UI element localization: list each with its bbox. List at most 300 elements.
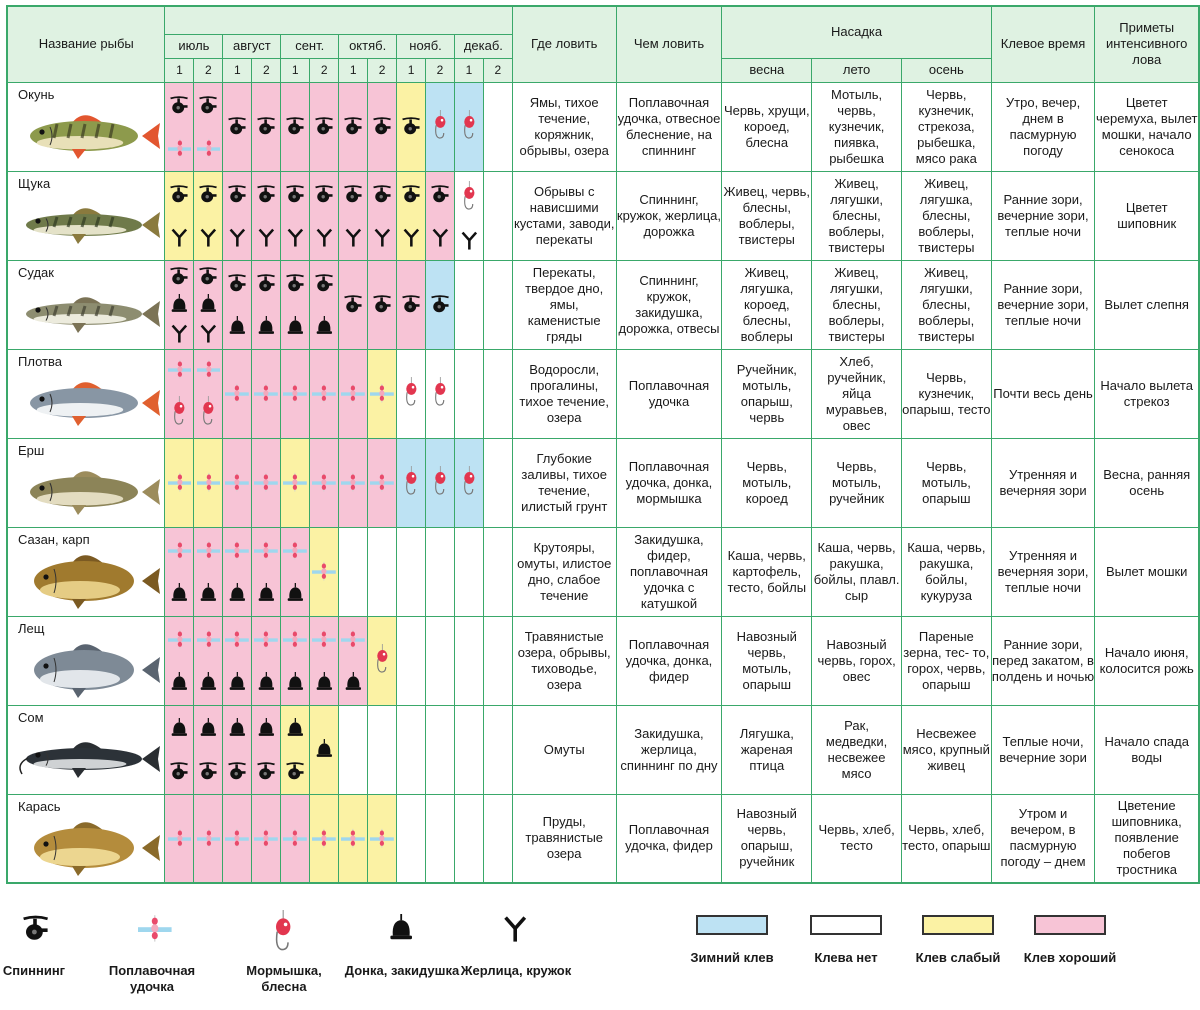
spinning-reel-icon bbox=[226, 116, 248, 136]
bite-cell-weak bbox=[281, 705, 310, 794]
month-half-header: 2 bbox=[194, 58, 223, 82]
bite-cell-good bbox=[252, 260, 281, 349]
bite-cell-good bbox=[310, 171, 339, 260]
bottom-rig-icon bbox=[199, 294, 218, 314]
float-rod-icon bbox=[254, 540, 278, 560]
bite-cell-good bbox=[223, 794, 252, 883]
zherlitsa-icon bbox=[315, 227, 334, 247]
bite-cell-good bbox=[310, 260, 339, 349]
spinning-reel-icon bbox=[400, 294, 422, 314]
fish-spring: Живец, червь, блесны, воблеры, твистеры bbox=[722, 171, 812, 260]
bite-cell-good bbox=[194, 349, 223, 438]
month-header: октяб. bbox=[339, 34, 397, 58]
fish-bite-time: Ранние зори, вечерние зори, теплые ночи bbox=[991, 260, 1095, 349]
bite-cell-winter bbox=[426, 260, 455, 349]
bite-cell-none bbox=[483, 438, 512, 527]
spinning-reel-icon bbox=[226, 273, 248, 293]
fish-row bbox=[7, 616, 1199, 705]
bite-cell-weak bbox=[310, 527, 339, 616]
bite-cell-none bbox=[454, 616, 483, 705]
header-months-spacer bbox=[165, 6, 512, 34]
header-where: Где ловить bbox=[512, 6, 616, 82]
float-rod-icon bbox=[341, 383, 365, 403]
float-rod-icon bbox=[168, 472, 192, 492]
fish-how: Поплавочная удочка bbox=[616, 349, 722, 438]
bite-cell-winter bbox=[426, 438, 455, 527]
bite-cell-winter bbox=[397, 438, 426, 527]
fish-spring: Червь, мотыль, короед bbox=[722, 438, 812, 527]
bite-cell-good bbox=[397, 260, 426, 349]
fish-illustration bbox=[12, 461, 162, 523]
bottom-rig-icon bbox=[170, 583, 189, 603]
month-header: нояб. bbox=[397, 34, 455, 58]
bite-cell-good bbox=[252, 349, 281, 438]
bite-cell-none bbox=[339, 705, 368, 794]
bite-cell-good bbox=[339, 82, 368, 171]
bite-cell-good bbox=[194, 794, 223, 883]
fish-spring: Лягушка, жареная птица bbox=[722, 705, 812, 794]
bite-cell-none bbox=[426, 616, 455, 705]
float-rod-icon bbox=[370, 828, 394, 848]
legend-swatch-winter bbox=[696, 915, 768, 935]
bite-cell-good bbox=[252, 616, 281, 705]
month-header: июль bbox=[165, 34, 223, 58]
float-rod-icon bbox=[254, 629, 278, 649]
fish-bite-time: Утренняя и вечерняя зори bbox=[991, 438, 1095, 527]
fish-cell bbox=[7, 349, 165, 438]
fish-how: Спиннинг, кружок, закидушка, дорожка, отвесы bbox=[616, 260, 722, 349]
bite-cell-good bbox=[339, 616, 368, 705]
bite-cell-good bbox=[252, 171, 281, 260]
bite-cell-none bbox=[483, 260, 512, 349]
fish-cell bbox=[7, 794, 165, 883]
fish-signs: Вылет слепня bbox=[1095, 260, 1199, 349]
zherlitsa-icon bbox=[373, 227, 392, 247]
fish-illustration bbox=[12, 728, 162, 790]
bite-cell-weak bbox=[194, 438, 223, 527]
bite-cell-good bbox=[281, 616, 310, 705]
fish-signs: Начало спада воды bbox=[1095, 705, 1199, 794]
bite-cell-good bbox=[194, 527, 223, 616]
month-header: декаб. bbox=[454, 34, 512, 58]
bottom-rig-icon bbox=[228, 672, 247, 692]
fish-how: Закидушка, фидер, поплавочная удочка с катушкой bbox=[616, 527, 722, 616]
bite-cell-good bbox=[310, 616, 339, 705]
spinning-reel-icon bbox=[400, 116, 422, 136]
float-rod-icon bbox=[168, 359, 192, 379]
zherlitsa-icon bbox=[344, 227, 363, 247]
spinning-reel-icon bbox=[284, 761, 306, 781]
month-half-header: 2 bbox=[252, 58, 281, 82]
bite-cell-good bbox=[194, 260, 223, 349]
bite-cell-none bbox=[483, 616, 512, 705]
float-rod-icon bbox=[225, 472, 249, 492]
fish-name: Сом bbox=[18, 709, 44, 725]
bottom-rig-icon bbox=[315, 316, 334, 336]
fish-autumn: Каша, червь, ракушка, бойлы, кукуруза bbox=[901, 527, 991, 616]
fish-summer: Живец, лягушки, блесны, воблеры, твистеры bbox=[812, 260, 902, 349]
zherlitsa-icon bbox=[286, 227, 305, 247]
fish-summer: Навозный червь, горох, овес bbox=[812, 616, 902, 705]
fish-name: Сазан, карп bbox=[18, 531, 90, 547]
legend-swatch-good bbox=[1034, 915, 1106, 935]
fish-spring: Навозный червь, опарыш, ручейник bbox=[722, 794, 812, 883]
fish-illustration bbox=[12, 817, 162, 879]
float-rod-icon bbox=[225, 540, 249, 560]
bite-cell-none bbox=[426, 705, 455, 794]
fish-signs: Начало вылета стрекоз bbox=[1095, 349, 1199, 438]
spinning-reel-icon bbox=[197, 266, 219, 286]
bite-cell-good bbox=[165, 82, 194, 171]
bottom-rig-icon bbox=[257, 316, 276, 336]
season-header: лето bbox=[812, 58, 902, 82]
month-half-header: 1 bbox=[281, 58, 310, 82]
float-rod-icon bbox=[225, 629, 249, 649]
bottom-rig-icon bbox=[170, 718, 189, 738]
month-half-header: 2 bbox=[310, 58, 339, 82]
fish-summer: Хлеб, ручейник, яйца муравьев, овес bbox=[812, 349, 902, 438]
fish-illustration bbox=[12, 194, 162, 256]
float-rod-icon bbox=[197, 472, 221, 492]
fish-bite-time: Почти весь день bbox=[991, 349, 1095, 438]
legend-tool-label: Мормышка, блесна bbox=[246, 963, 322, 994]
float-rod-icon bbox=[312, 472, 336, 492]
fish-name: Ерш bbox=[18, 442, 45, 458]
spinning-reel-icon bbox=[226, 184, 248, 204]
bite-cell-good bbox=[281, 527, 310, 616]
float-rod-icon bbox=[370, 472, 394, 492]
fish-signs: Весна, ранняя осень bbox=[1095, 438, 1199, 527]
fish-name: Окунь bbox=[18, 86, 55, 102]
bottom-rig-icon bbox=[257, 718, 276, 738]
spinning-reel-icon bbox=[284, 273, 306, 293]
spinning-reel-icon bbox=[371, 116, 393, 136]
bite-cell-none bbox=[339, 527, 368, 616]
bite-cell-good bbox=[165, 349, 194, 438]
float-rod-icon bbox=[168, 828, 192, 848]
jig-lure-icon bbox=[460, 110, 479, 142]
bite-cell-weak bbox=[368, 349, 397, 438]
fish-name: Лещ bbox=[18, 620, 45, 636]
bite-cell-weak bbox=[368, 616, 397, 705]
float-rod-icon bbox=[283, 540, 307, 560]
fish-row bbox=[7, 171, 1199, 260]
season-header: осень bbox=[901, 58, 991, 82]
fish-row bbox=[7, 438, 1199, 527]
header-bait: Насадка bbox=[722, 6, 991, 58]
fish-cell bbox=[7, 616, 165, 705]
bite-cell-good bbox=[426, 171, 455, 260]
bite-cell-none bbox=[397, 794, 426, 883]
bite-cell-good bbox=[194, 616, 223, 705]
fish-bite-time: Утром и вечером, в пасмурную погоду – днем bbox=[991, 794, 1095, 883]
float-rod-icon bbox=[283, 629, 307, 649]
fish-spring: Живец, лягушка, короед, блесны, воблеры bbox=[722, 260, 812, 349]
bite-cell-none bbox=[483, 705, 512, 794]
bite-cell-good bbox=[281, 349, 310, 438]
jig-lure-icon bbox=[431, 377, 450, 409]
zherlitsa-icon bbox=[199, 227, 218, 247]
jig-lure-icon bbox=[431, 466, 450, 498]
bite-cell-good bbox=[252, 527, 281, 616]
bite-cell-good bbox=[368, 82, 397, 171]
spinning-reel-icon bbox=[226, 761, 248, 781]
spinning-reel-icon bbox=[400, 184, 422, 204]
float-rod-icon bbox=[168, 540, 192, 560]
bite-cell-good bbox=[165, 705, 194, 794]
fish-name: Плотва bbox=[18, 353, 62, 369]
bite-cell-good bbox=[368, 438, 397, 527]
fish-illustration bbox=[12, 283, 162, 345]
spinning-reel-icon bbox=[371, 184, 393, 204]
bite-cell-none bbox=[397, 527, 426, 616]
bottom-rig-icon bbox=[286, 672, 305, 692]
fish-illustration bbox=[12, 105, 162, 167]
spinning-reel-icon bbox=[168, 761, 190, 781]
spinning-reel-icon bbox=[168, 266, 190, 286]
spinning-reel-icon bbox=[284, 116, 306, 136]
month-half-header: 1 bbox=[339, 58, 368, 82]
header-signs: Приметы интенсивного лова bbox=[1095, 6, 1199, 82]
fish-how: Поплавочная удочка, донка, фидер bbox=[616, 616, 722, 705]
bottom-rig-icon bbox=[257, 583, 276, 603]
fish-where: Водоросли, прогалины, тихое течение, озера bbox=[512, 349, 616, 438]
fish-summer: Червь, хлеб, тесто bbox=[812, 794, 902, 883]
legend-swatch-none bbox=[810, 915, 882, 935]
bite-cell-none bbox=[483, 794, 512, 883]
fish-autumn: Живец, лягушки, блесны, воблеры, твистеры bbox=[901, 260, 991, 349]
bite-cell-good bbox=[194, 82, 223, 171]
bite-cell-good bbox=[339, 438, 368, 527]
float-rod-icon bbox=[197, 828, 221, 848]
fish-where: Ямы, тихое течение, коряжник, обрывы, озера bbox=[512, 82, 616, 171]
bite-cell-weak bbox=[368, 794, 397, 883]
legend-tool-label: Спиннинг bbox=[2, 963, 66, 978]
fish-where: Омуты bbox=[512, 705, 616, 794]
month-half-header: 1 bbox=[397, 58, 426, 82]
fish-illustration bbox=[12, 550, 162, 612]
bite-cell-good bbox=[368, 171, 397, 260]
float-rod-icon bbox=[254, 383, 278, 403]
bite-cell-good bbox=[368, 260, 397, 349]
bite-cell-good bbox=[223, 349, 252, 438]
bottom-rig-icon bbox=[228, 583, 247, 603]
bite-cell-weak bbox=[339, 794, 368, 883]
legend-color-label: Клев хороший bbox=[1023, 950, 1117, 965]
bite-cell-good bbox=[223, 82, 252, 171]
spinning-reel-icon bbox=[255, 116, 277, 136]
bite-cell-none bbox=[368, 527, 397, 616]
fish-bite-time: Ранние зори, перед закатом, в полдень и ночью bbox=[991, 616, 1095, 705]
bottom-rig-icon bbox=[170, 672, 189, 692]
fish-spring: Каша, червь, картофель, тесто, бойлы bbox=[722, 527, 812, 616]
spinning-reel-icon bbox=[313, 184, 335, 204]
fish-where: Обрывы с нависшими кустами, заводи, перекаты bbox=[512, 171, 616, 260]
spinning-reel-icon bbox=[342, 294, 364, 314]
bite-cell-good bbox=[194, 705, 223, 794]
float-rod-icon bbox=[138, 914, 172, 943]
bottom-rig-icon bbox=[199, 718, 218, 738]
bite-cell-good bbox=[281, 82, 310, 171]
bottom-rig-icon bbox=[286, 583, 305, 603]
fish-row bbox=[7, 794, 1199, 883]
bite-cell-none bbox=[454, 260, 483, 349]
bite-cell-good bbox=[281, 171, 310, 260]
fish-row bbox=[7, 705, 1199, 794]
fish-how: Спиннинг, кружок, жерлица, дорожка bbox=[616, 171, 722, 260]
bite-cell-good bbox=[281, 260, 310, 349]
month-header: август bbox=[223, 34, 281, 58]
bite-cell-none bbox=[397, 705, 426, 794]
bottom-rig-icon bbox=[315, 672, 334, 692]
bite-cell-good bbox=[223, 260, 252, 349]
spinning-reel-icon bbox=[255, 184, 277, 204]
jig-lure-icon bbox=[199, 396, 218, 428]
bite-cell-good bbox=[165, 527, 194, 616]
bite-cell-good bbox=[339, 171, 368, 260]
float-rod-icon bbox=[168, 629, 192, 649]
fish-illustration bbox=[12, 639, 162, 701]
float-rod-icon bbox=[312, 629, 336, 649]
bite-cell-good bbox=[310, 82, 339, 171]
spinning-reel-icon bbox=[197, 761, 219, 781]
fish-autumn: Червь, кузнечик, опарыш, тесто bbox=[901, 349, 991, 438]
bite-cell-good bbox=[252, 794, 281, 883]
legend-tool-label: Поплавочная удочка bbox=[108, 963, 196, 994]
bite-cell-none bbox=[454, 794, 483, 883]
month-half-header: 2 bbox=[368, 58, 397, 82]
fish-how: Поплавочная удочка, фидер bbox=[616, 794, 722, 883]
bottom-rig-icon bbox=[199, 583, 218, 603]
bite-cell-none bbox=[454, 705, 483, 794]
bite-cell-good bbox=[281, 794, 310, 883]
fish-summer: Живец, лягушки, блесны, воблеры, твистеры bbox=[812, 171, 902, 260]
fish-summer: Мотыль, червь, кузнечик, пиявка, рыбешка bbox=[812, 82, 902, 171]
float-rod-icon bbox=[197, 359, 221, 379]
fish-signs: Цветет шиповник bbox=[1095, 171, 1199, 260]
fish-name: Щука bbox=[18, 175, 51, 191]
bite-cell-weak bbox=[165, 438, 194, 527]
spinning-reel-icon bbox=[284, 184, 306, 204]
fish-name: Судак bbox=[18, 264, 54, 280]
legend-tool-label: Донка, закидушка bbox=[344, 963, 460, 978]
spinning-reel-icon bbox=[429, 294, 451, 314]
fish-spring: Навозный червь, мотыль, опарыш bbox=[722, 616, 812, 705]
fish-signs: Вылет мошки bbox=[1095, 527, 1199, 616]
spinning-reel-icon bbox=[255, 761, 277, 781]
fish-bite-time: Ранние зори, вечерние зори, теплые ночи bbox=[991, 171, 1095, 260]
bottom-rig-icon bbox=[170, 294, 189, 314]
jig-lure-icon bbox=[402, 377, 421, 409]
fish-cell bbox=[7, 705, 165, 794]
spinning-reel-icon bbox=[342, 116, 364, 136]
fish-autumn: Несвежее мясо, крупный живец bbox=[901, 705, 991, 794]
bottom-rig-icon bbox=[315, 739, 334, 759]
bite-cell-good bbox=[310, 349, 339, 438]
float-rod-icon bbox=[341, 629, 365, 649]
fish-how: Закидушка, жерлица, спиннинг по дну bbox=[616, 705, 722, 794]
bite-cell-weak bbox=[165, 171, 194, 260]
float-rod-icon bbox=[370, 383, 394, 403]
bite-cell-good bbox=[223, 616, 252, 705]
month-half-header: 1 bbox=[454, 58, 483, 82]
fish-signs: Начало июня, колосится рожь bbox=[1095, 616, 1199, 705]
bite-cell-winter bbox=[454, 438, 483, 527]
legend-color-label: Клева нет bbox=[814, 950, 878, 965]
bite-cell-none bbox=[454, 527, 483, 616]
fish-autumn: Червь, хлеб, тесто, опарыш bbox=[901, 794, 991, 883]
bite-cell-weak bbox=[194, 171, 223, 260]
spinning-reel-icon bbox=[255, 273, 277, 293]
fish-autumn: Пареные зерна, тес- то, горох, червь, опарыш bbox=[901, 616, 991, 705]
fish-cell bbox=[7, 171, 165, 260]
fish-name: Карась bbox=[18, 798, 61, 814]
bite-cell-good bbox=[165, 260, 194, 349]
month-header: сент. bbox=[281, 34, 339, 58]
float-rod-icon bbox=[168, 138, 192, 158]
bite-cell-none bbox=[454, 171, 483, 260]
fish-autumn: Живец, лягушка, блесны, воблеры, твистеры bbox=[901, 171, 991, 260]
spinning-reel-icon bbox=[20, 914, 51, 943]
jig-lure-icon bbox=[170, 396, 189, 428]
bite-cell-good bbox=[165, 794, 194, 883]
bite-cell-good bbox=[223, 171, 252, 260]
fish-row bbox=[7, 82, 1199, 171]
float-rod-icon bbox=[225, 383, 249, 403]
fish-summer: Каша, червь, ракушка, бойлы, плавл. сыр bbox=[812, 527, 902, 616]
zherlitsa-icon bbox=[199, 323, 218, 343]
jig-lure-icon bbox=[402, 466, 421, 498]
fish-spring: Червь, хрущи, короед, блесна bbox=[722, 82, 812, 171]
month-half-header: 1 bbox=[223, 58, 252, 82]
float-rod-icon bbox=[283, 472, 307, 492]
spinning-reel-icon bbox=[197, 95, 219, 115]
float-rod-icon bbox=[312, 561, 336, 581]
zherlitsa-icon bbox=[228, 227, 247, 247]
bite-cell-none bbox=[483, 82, 512, 171]
zherlitsa-icon bbox=[170, 323, 189, 343]
bite-cell-weak bbox=[397, 171, 426, 260]
float-rod-icon bbox=[254, 472, 278, 492]
fish-summer: Червь, мотыль, ручейник bbox=[812, 438, 902, 527]
bite-cell-winter bbox=[426, 82, 455, 171]
bite-cell-winter bbox=[454, 82, 483, 171]
fish-where: Крутояры, омуты, илистое дно, слабое течение bbox=[512, 527, 616, 616]
bite-cell-none bbox=[454, 349, 483, 438]
header-bite-time: Клевое время bbox=[991, 6, 1095, 82]
fish-bite-time: Теплые ночи, вечерние зори bbox=[991, 705, 1095, 794]
float-rod-icon bbox=[197, 540, 221, 560]
fish-where: Пруды, травянистые озера bbox=[512, 794, 616, 883]
bite-cell-good bbox=[252, 705, 281, 794]
spinning-reel-icon bbox=[342, 184, 364, 204]
legend-tool-label: Жерлица, кружок bbox=[460, 963, 572, 978]
bite-cell-good bbox=[310, 438, 339, 527]
fishing-calendar-table bbox=[6, 5, 1200, 884]
float-rod-icon bbox=[197, 138, 221, 158]
bite-cell-none bbox=[483, 171, 512, 260]
bite-cell-none bbox=[397, 349, 426, 438]
fish-cell bbox=[7, 438, 165, 527]
float-rod-icon bbox=[341, 472, 365, 492]
jig-lure-icon bbox=[460, 466, 479, 498]
fish-bite-time: Утренняя и вечерняя зори, теплые ночи bbox=[991, 527, 1095, 616]
month-half-header: 2 bbox=[483, 58, 512, 82]
spinning-reel-icon bbox=[197, 184, 219, 204]
fish-signs: Цветение шиповника, появление побегов тростника bbox=[1095, 794, 1199, 883]
fish-how: Поплавочная удочка, отвесное блеснение, на спиннинг bbox=[616, 82, 722, 171]
fish-how: Поплавочная удочка, донка, мормышка bbox=[616, 438, 722, 527]
